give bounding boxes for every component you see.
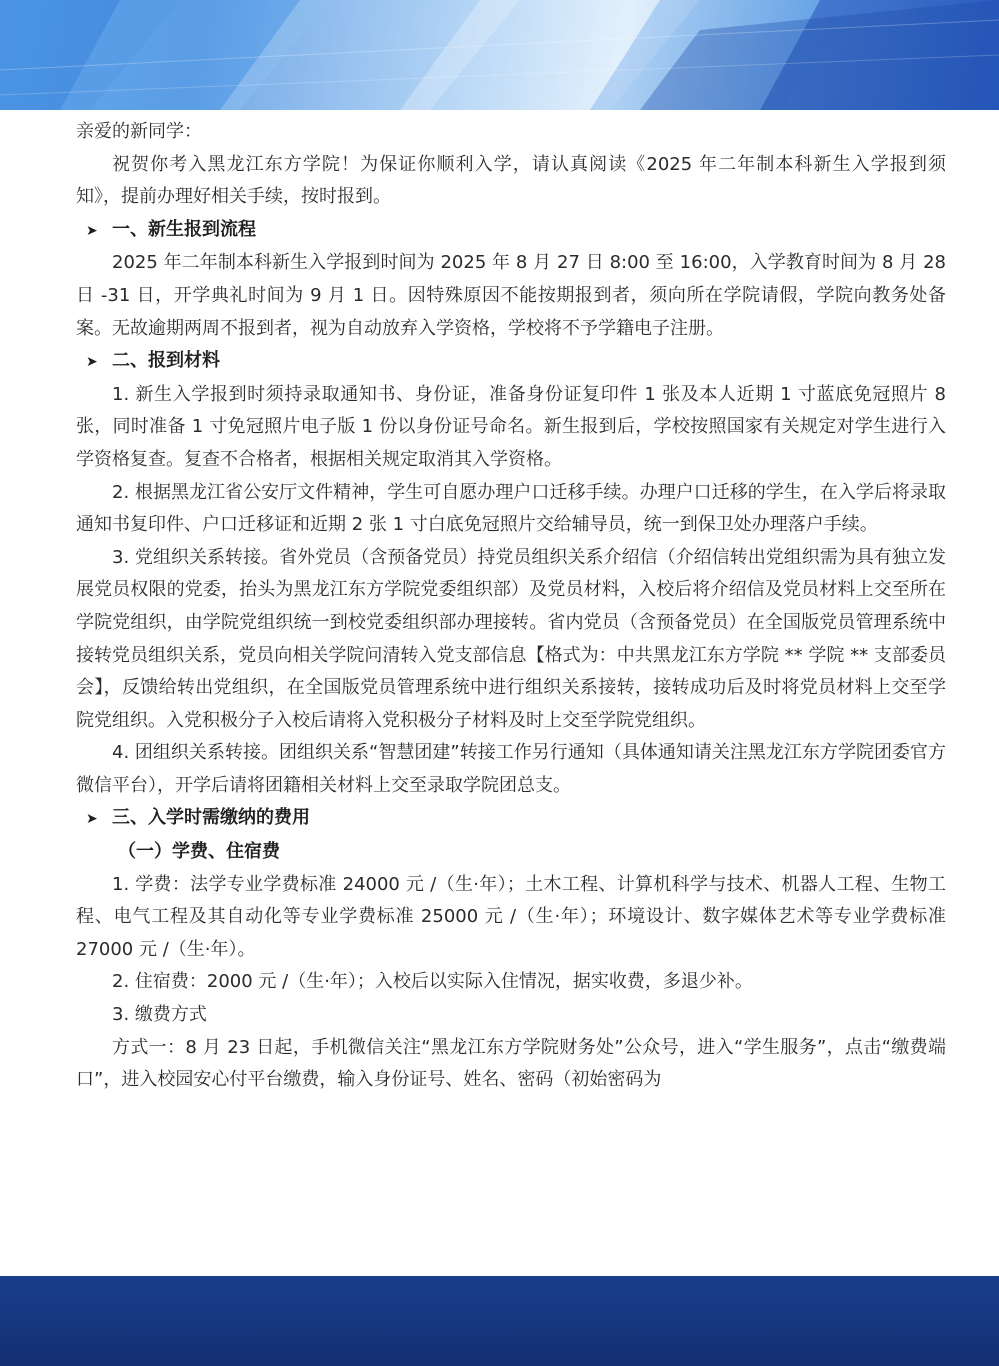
section-1-title: 一、新生报到流程 [112,218,256,240]
greeting: 亲爱的新同学： [76,121,202,142]
arrow-icon: ➤ [86,354,98,371]
section-3-item-3: 3. 缴费方式 [112,1004,207,1026]
section-1-paragraph: 2025 年二年制本科新生入学报到时间为 2025 年 8 月 27 日 8:00 至 16:00，入学教育时间为 8 月 28 日 -31 日，开学典礼时间为 9 月 1 日。因特殊原因不能按期报到者，须向所在学院请假，学院向教务处备案。无故逾期两周不报到者，视为自动放弃入学资格，学校将不予学籍电子注册。 [76,252,946,339]
payment-method-1: 方式一：8 月 23 日起，手机微信关注“黑龙江东方学院财务处”公众号，进入“学生服务”，点击“缴费端口”，进入校园安心付平台缴费，输入身份证号、姓名、密码（初始密码为 [76,1036,946,1091]
header-geometric-pattern [0,0,999,110]
section-3-item-1: 1. 学费：法学专业学费标准 24000 元 /（生·年）；土木工程、计算机科学与技术、机器人工程、生物工程、电气工程及其自动化等专业学费标准 25000 元 /（生·年）；环境设计、数字媒体艺术等专业学费标准 27000 元 /（生·年）。 [76,873,946,960]
arrow-icon: ➤ [86,222,98,239]
notice-body [76,116,946,1097]
section-3-heading [76,802,946,836]
section-1-heading [76,214,946,248]
section-2-item-2: 2. 根据黑龙江省公安厅文件精神，学生可自愿办理户口迁移手续。办理户口迁移的学生，在入学后将录取通知书复印件、户口迁移证和近期 2 张 1 寸白底免冠照片交给辅导员，统一到保卫处办理落户手续。 [76,481,946,536]
section-2-heading [76,345,946,379]
arrow-icon: ➤ [86,811,98,828]
section-3-title: 三、入学时需缴纳的费用 [112,807,310,829]
header-banner [0,0,999,110]
section-3-subtitle: （一）学费、住宿费 [118,841,280,863]
section-2-item-3: 3. 党组织关系转接。省外党员（含预备党员）持党员组织关系介绍信（介绍信转出党组织需为具有独立发展党员权限的党委，抬头为黑龙江东方学院党委组织部）及党员材料，入校后将介绍信及党员材料上交至所在学院党组织，由学院党组织统一到校党委组织部办理接转。省内党员（含预备党员）在全国版党员管理系统中接转党员组织关系，党员向相关学院问清转入党支部信息【格式为：中共黑龙江东方学院 ** 学院 ** 支部委员会】，反馈给转出党组织，在全国版党员管理系统中进行组织关系接转，接转成功后及时将党员材料上交至学院党组织。入党积极分子入校后请将入党积极分子材料及时上交至学院党组织。 [76,546,946,731]
section-2-title: 二、报到材料 [112,350,220,372]
intro-paragraph: 祝贺你考入黑龙江东方学院！为保证你顺利入学，请认真阅读《2025 年二年制本科新生入学报到须知》，提前办理好相关手续，按时报到。 [76,153,946,208]
footer-banner [0,1276,999,1366]
section-2-item-1: 1. 新生入学报到时须持录取通知书、身份证，准备身份证复印件 1 张及本人近期 1 寸蓝底免冠照片 8 张，同时准备 1 寸免冠照片电子版 1 份以身份证号命名。新生报到后，学校按照国家有关规定对学生进行入学资格复查。复查不合格者，根据相关规定取消其入学资格。 [76,383,946,470]
section-2-item-4: 4. 团组织关系转接。团组织关系“智慧团建”转接工作另行通知（具体通知请关注黑龙江东方学院团委官方微信平台），开学后请将团籍相关材料上交至录取学院团总支。 [76,742,946,796]
section-3-item-2: 2. 住宿费：2000 元 /（生·年）；入校后以实际入住情况，据实收费，多退少补。 [112,971,753,993]
